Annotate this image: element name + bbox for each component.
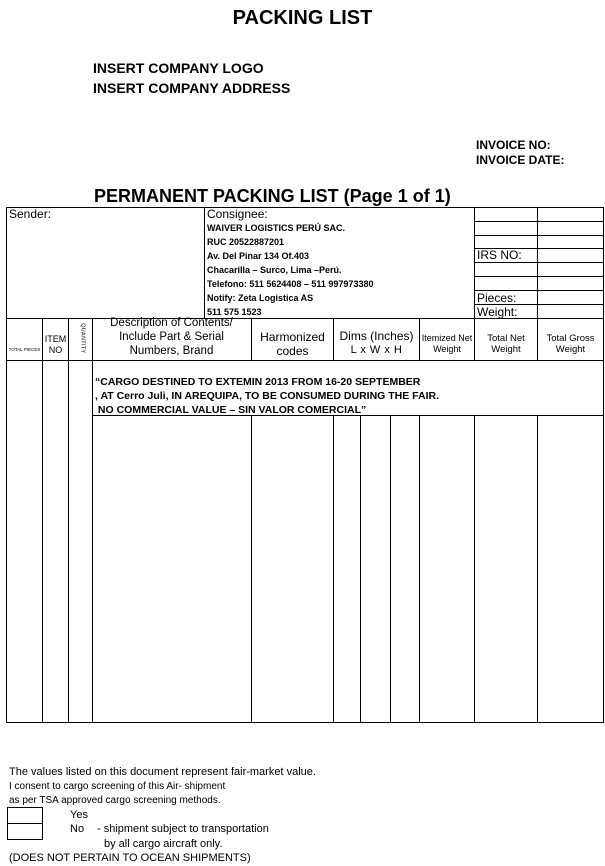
yes-checkbox[interactable]: [7, 807, 43, 824]
company-logo-placeholder: INSERT COMPANY LOGO: [93, 60, 264, 76]
consignee-line: Notify: Zeta Logistica AS: [207, 293, 314, 303]
cargo-note-line: “CARGO DESTINED TO EXTEMIN 2013 FROM 16-20 SEPTEMBER: [95, 376, 421, 388]
col-header-description: Description of Contents/ Include Part & Serial Numbers, Brand: [110, 317, 233, 357]
no-option-note: - shipment subject to transportation: [97, 823, 269, 835]
page-title: PACKING LIST: [232, 7, 373, 29]
sender-label: Sender:: [9, 207, 52, 221]
invoice-date-label: INVOICE DATE:: [476, 153, 565, 167]
cargo-note-line: , AT Cerro Juli, IN AREQUIPA, TO BE CONSUMED DURING THE FAIR.: [95, 390, 439, 402]
col-header-total-gross-weight: Total Gross Weight: [546, 333, 595, 356]
col-header-quantity: QUANTITY: [79, 323, 86, 354]
consignee-line: Telefono: 511 5624408 – 511 997973380: [207, 279, 374, 289]
no-label: No: [70, 823, 85, 835]
col-header-dims-lwh: L x W x H: [350, 344, 403, 356]
col-header-dims: Dims (Inches): [339, 329, 414, 343]
col-header-total-net-weight: Total Net Weight: [487, 333, 525, 356]
consignee-line: RUC 20522887201: [207, 237, 285, 247]
company-address-placeholder: INSERT COMPANY ADDRESS: [93, 80, 291, 96]
consignee-label: Consignee:: [207, 207, 268, 221]
col-header-item-no: ITEM NO: [44, 334, 67, 355]
consignee-line: WAIVER LOGISTICS PERÚ SAC.: [207, 223, 346, 233]
col-header-harmonized-codes: Harmonized codes: [260, 330, 325, 359]
ocean-shipments-note: (DOES NOT PERTAIN TO OCEAN SHIPMENTS): [9, 852, 251, 864]
cargo-screening-consent: I consent to cargo screening of this Air- shipment: [9, 781, 226, 792]
cargo-note-line: NO COMMERCIAL VALUE – SIN VALOR COMERCIAL”: [95, 404, 367, 416]
consignee-line: Chacarilla – Surco, Lima –Perú.: [207, 265, 342, 275]
weight-label: Weight:: [477, 305, 518, 319]
consignee-line: Av. Del Pinar 134 Of.403: [207, 251, 310, 261]
yes-label: Yes: [70, 809, 88, 821]
col-header-total-pieces: TOTAL PIECES: [8, 347, 41, 352]
invoice-number-label: INVOICE NO:: [476, 138, 551, 152]
pieces-label: Pieces:: [477, 291, 517, 305]
col-header-itemized-net-weight: Itemized Net Weight: [421, 333, 473, 354]
no-option-note-continued: by all cargo aircraft only.: [104, 838, 223, 850]
consignee-line: 511 575 1523: [207, 307, 262, 317]
fair-market-value-statement: The values listed on this document represent fair-market value.: [9, 766, 316, 778]
no-checkbox[interactable]: [7, 823, 43, 840]
tsa-screening-note: as per TSA approved cargo screening methods.: [9, 795, 221, 806]
irs-number-label: IRS NO:: [477, 248, 522, 262]
packing-list-subtitle: PERMANENT PACKING LIST (Page 1 of 1): [94, 186, 451, 206]
